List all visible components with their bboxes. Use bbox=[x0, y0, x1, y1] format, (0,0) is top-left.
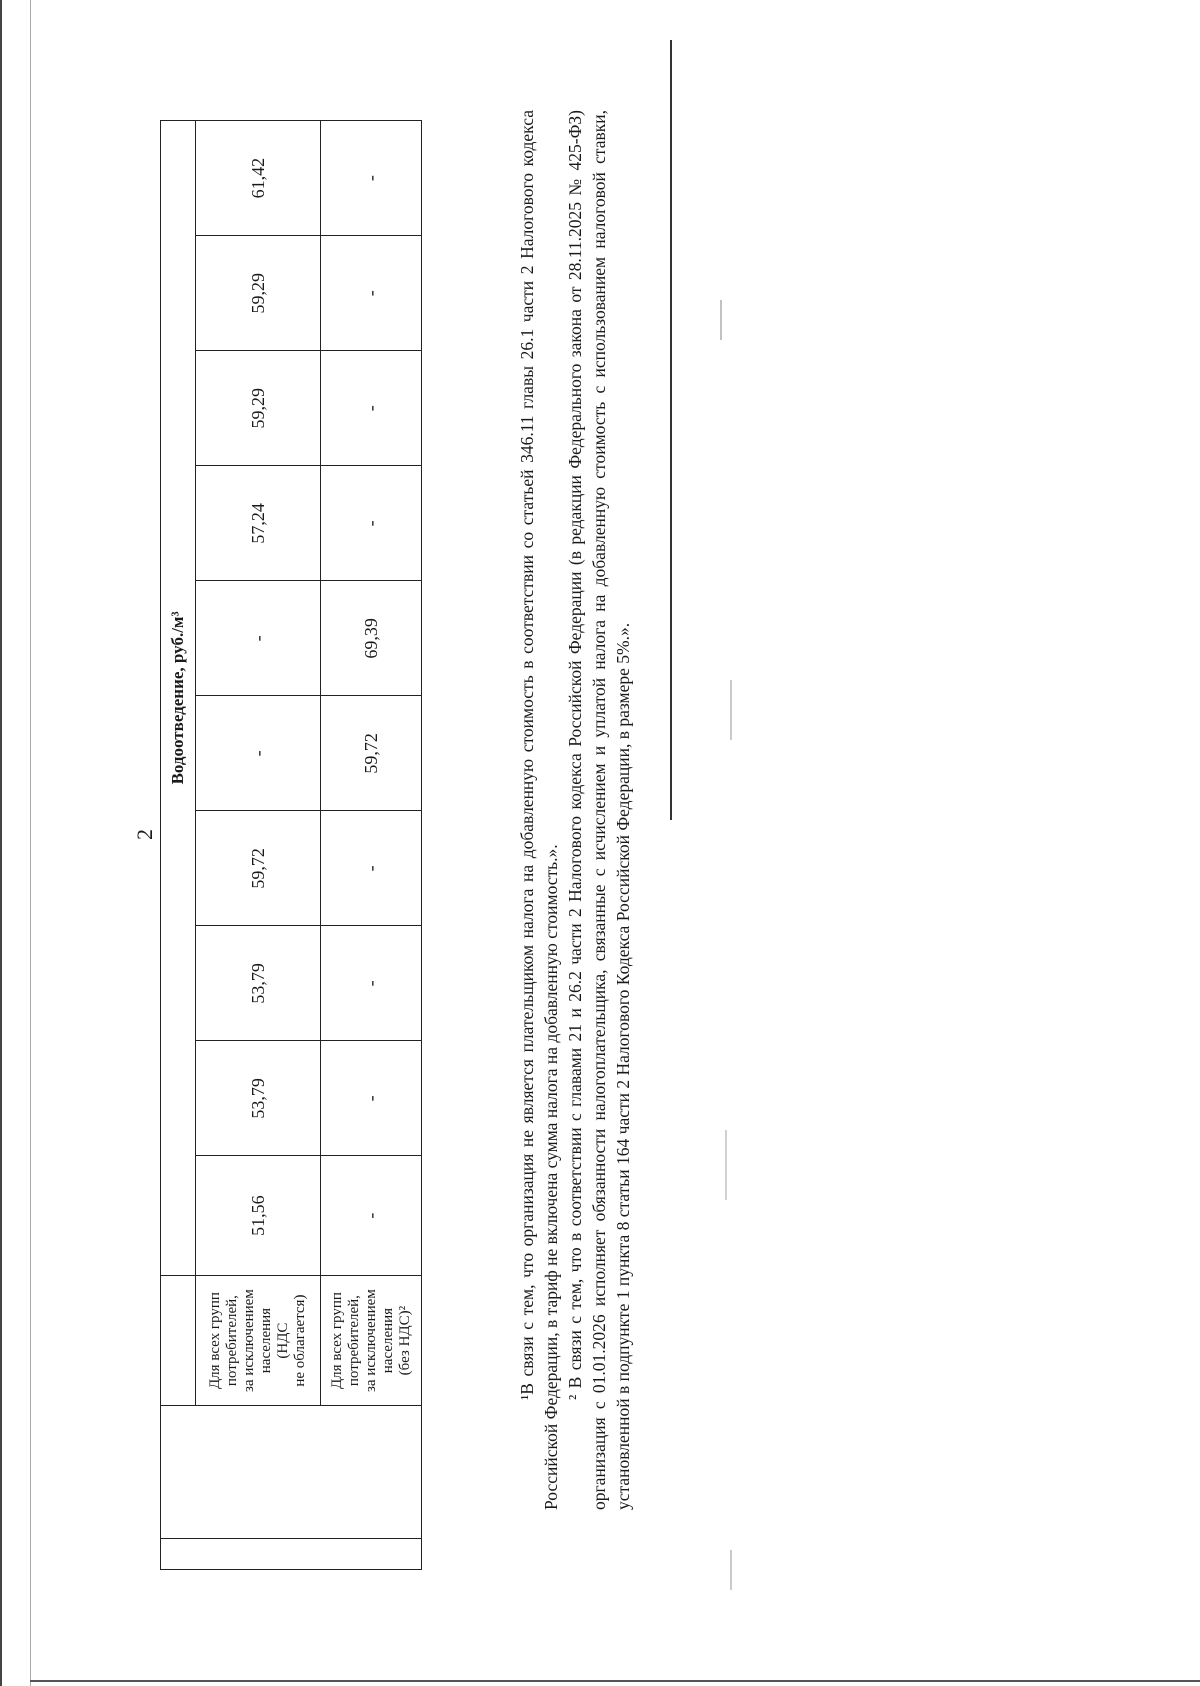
category-line: за исключением bbox=[362, 1289, 379, 1392]
scan-speck bbox=[720, 300, 722, 340]
value-cell: - bbox=[321, 926, 422, 1041]
value-cell: - bbox=[196, 581, 321, 696]
tariff-table bbox=[160, 120, 422, 1570]
scan-speck bbox=[730, 1550, 732, 1590]
category-line: Для всех групп bbox=[328, 1292, 345, 1390]
category-line: потребителей, bbox=[224, 1295, 240, 1387]
value-cell: 59,29 bbox=[196, 236, 321, 351]
value-cell: 51,56 bbox=[196, 1156, 321, 1275]
footnotes bbox=[515, 110, 635, 1510]
category-line: (без НДС)² bbox=[396, 1305, 413, 1376]
table-row bbox=[321, 121, 422, 1570]
separator-line bbox=[670, 40, 672, 820]
value-cell: - bbox=[196, 696, 321, 811]
value-cell: 53,79 bbox=[196, 926, 321, 1041]
value-cell: - bbox=[321, 236, 422, 351]
table-header-row bbox=[161, 121, 196, 1570]
blank-cell bbox=[161, 1406, 422, 1539]
value-cell: - bbox=[321, 1156, 422, 1275]
scan-edge-bottom bbox=[30, 1680, 1200, 1682]
scan-edge-left bbox=[0, 0, 2, 1686]
value-cell: 59,72 bbox=[321, 696, 422, 811]
blank-cell bbox=[161, 1275, 196, 1406]
table-header: Водоотведение, руб./м³ bbox=[161, 121, 196, 1276]
category-line: населения bbox=[379, 1307, 396, 1374]
category-line: не облагается) bbox=[292, 1294, 308, 1387]
value-cell: 69,39 bbox=[321, 581, 422, 696]
page-number: 2 bbox=[132, 829, 157, 840]
scan-speck bbox=[730, 680, 732, 740]
footnote-1: ¹В связи с тем, что организация не является плательщиком налога на добавленную стоимость в соответствии со статьей 346.11 главы 26.1 части 2 Налогового кодекса Российской Федерации, в тариф не включена сумма налога на добавленную стоимость.». bbox=[517, 110, 561, 1510]
value-cell: 53,79 bbox=[196, 1041, 321, 1156]
value-cell: 59,72 bbox=[196, 811, 321, 926]
value-cell: 61,42 bbox=[196, 121, 321, 236]
category-cell bbox=[196, 1275, 321, 1406]
value-cell: - bbox=[321, 811, 422, 926]
category-line: за исключением bbox=[241, 1289, 257, 1392]
category-line: населения bbox=[258, 1307, 274, 1374]
value-cell: - bbox=[321, 351, 422, 466]
rotated-page bbox=[120, 70, 1200, 1600]
value-cell: 57,24 bbox=[196, 466, 321, 581]
category-cell bbox=[321, 1275, 422, 1406]
value-cell: - bbox=[321, 121, 422, 236]
scan-edge-inner bbox=[30, 0, 31, 1686]
blank-cell bbox=[161, 1539, 422, 1570]
value-cell: - bbox=[321, 1041, 422, 1156]
category-line: потребителей, bbox=[345, 1295, 362, 1387]
category-line: Для всех групп bbox=[207, 1292, 223, 1390]
value-cell: - bbox=[321, 466, 422, 581]
scan-speck bbox=[725, 1130, 727, 1200]
footnote-2: ² В связи с тем, что в соответствии с главами 21 и 26.2 части 2 Налогового кодекса Российской Федерации (в редакции Федерального закона от 28.11.2025 № 425-ФЗ) организация с 01.01.2026 исполняет обязанности налогоплательщика, связанные с исчислением и уплатой налога на добавленную стоимость с использованием налоговой ставки, установленной в подпункте 1 пункта 8 статьи 164 части 2 Налогового Кодекса Российской Федерации, в размере 5%.». bbox=[565, 110, 633, 1510]
category-line: (НДС bbox=[275, 1322, 291, 1359]
value-cell: 59,29 bbox=[196, 351, 321, 466]
table-row bbox=[196, 121, 321, 1570]
